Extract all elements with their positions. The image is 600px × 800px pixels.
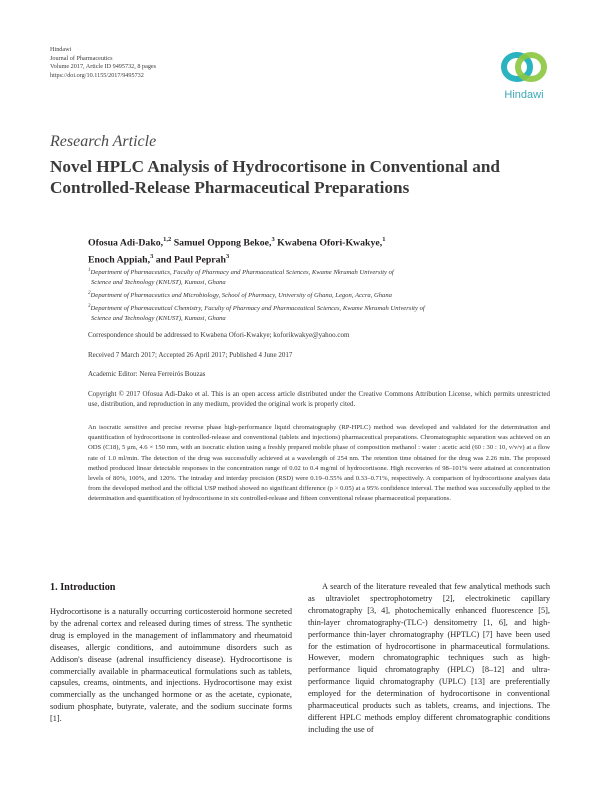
author-affiliation-mark: 3: [271, 236, 275, 243]
author-name: Ofosua Adi-Dako,: [88, 237, 164, 249]
doi-link[interactable]: https://doi.org/10.1155/2017/9495732: [50, 71, 144, 79]
author-affiliation-mark: 1,2: [163, 236, 172, 243]
publication-dates: Received 7 March 2017; Accepted 26 April 2017; Published 4 June 2017: [88, 351, 293, 359]
abstract: An isocratic sensitive and precise reverse phase high-performance liquid chromatography (RP-HPLC) method was developed and validated for the determination and quantification of hydrocortisone in controlled-release and conventional (tablets and injections) pharmaceutical preparations. Chromatographic separation was achieved on an ODS (C18), 5 μm, 4.6 × 150 mm, with an isocratic elution using a freshly prepared mobile phase of composition methanol : water : acetic acid (60 : 30 : 10, v/v/v) at a flow rate of 1.0 ml/min. The detection of the drug was successfully achieved at a wavelength of 254 nm. The retention time obtained for the drug was 2.26 min. The proposed method produced linear detectable responses in the concentration range of 0.02 to 0.4 mg/ml of hydrocortisone. High recoveries of 98–101% were attained at concentration levels of 80%, 100%, and 120%. The intraday and interday precision (RSD) were 0.19–0.55% and 0.33–0.71%, respectively. A comparison of hydrocortisone analyses data from the developed method and the official USP method showed no significant difference (p > 0.05) at a 95% confidence interval. The method was successfully applied to the determination and quantification of hydrocortisone in six controlled-release and fifteen conventional release pharmaceutical preparations.: [88, 424, 550, 503]
affiliation-list: [88, 266, 548, 325]
author-list: [88, 233, 508, 268]
affiliation-text: Department of Pharmaceutics and Microbiology, School of Pharmacy, University of Ghana, Legon, Accra, Ghana: [90, 292, 392, 300]
left-column: [50, 582, 292, 725]
hindawi-logo: [494, 47, 554, 105]
affiliation-text: Department of Pharmaceutics, Faculty of Pharmacy and Pharmaceutical Sciences, Kwame Nkrumah University of: [90, 269, 394, 277]
author-affiliation-mark: 3: [226, 253, 230, 261]
author-name: Kwabena Ofori-Kwakye,: [277, 237, 383, 249]
right-column: [308, 581, 550, 736]
copyright-notice: Copyright © 2017 Ofosua Adi-Dako et al. This is an open access article distributed under the Creative Commons Attribution License, which permits unrestricted use, distribution, and reproduction in any medium, provided the original work is properly cited.: [88, 390, 550, 408]
affiliation: [88, 266, 548, 287]
author-name: and Paul Peprah: [155, 254, 227, 266]
affiliation-mark: 1: [88, 268, 91, 273]
affiliation-text: Department of Pharmaceutical Chemistry, Faculty of Pharmacy and Pharmaceutical Sciences, Kwame Nkrumah University of: [90, 305, 425, 313]
journal-name: Journal of Pharmaceutics: [50, 54, 113, 62]
body-paragraph: A search of the literature revealed that few analytical methods such as ultraviolet spectrophotometry [2], electrokinetic capillary chromatography [3, 4], photochemically enhanced fluorescence [5], thin-layer chromatography-(TLC-) densitometry [1, 6], and high-performance thin-layer chromatography (HPTLC) [7] have been used for the estimation of hydrocortisone in pharmaceutical formulations. However, modern chromatographic techniques such as high-performance liquid chromatography (HPLC) [8–12] and ultra-performance liquid chromatography (UPLC) [13] are preferentially employed for the determination of hydrocortisone in conventional pharmaceutical products such as tablets, creams, and injections. The different HPLC methods employ different chromatographic conditions including the use of: [308, 582, 550, 734]
affiliation: [88, 289, 548, 301]
author-name: Enoch Appiah,: [88, 254, 151, 266]
affiliation-mark: 3: [88, 304, 91, 310]
author-affiliation-mark: 1: [382, 236, 386, 243]
journal-meta: [50, 46, 156, 80]
author-name: Samuel Oppong Bekoe,: [173, 237, 272, 249]
academic-editor: Academic Editor: Nerea Ferreirós Bouzas: [88, 370, 206, 378]
hindawi-rings-icon: [500, 47, 548, 87]
body-paragraph: Hydrocortisone is a naturally occurring corticosteroid hormone secreted by the adrenal cortex and released during times of stress. The synthetic drug is employed in the management of inflammatory and rheumatoid diseases, allergic conditions, and autoimmune disorders such as Addison's disease (adrenal insufficiency disease). Hydrocortisone is commercially available in pharmaceutical formulations such as tablets, capsules, creams, ointments, and injections. Hydrocortisone may exist commercially as the unchanged hormone or as the acetate, cypionate, sodium phosphate, butyrate, valerate, and the sodium succinate forms [1].: [50, 607, 292, 724]
author-affiliation-mark: 3: [150, 253, 154, 261]
hindawi-logo-text: Hindawi: [504, 89, 544, 101]
publisher-name: Hindawi: [50, 46, 72, 53]
affiliation-text-cont: Science and Technology (KNUST), Kumasi, Ghana: [91, 278, 226, 286]
section-heading-introduction: 1. Introduction: [50, 582, 116, 593]
article-type: Research Article: [50, 133, 157, 150]
article-title: Novel HPLC Analysis of Hydrocortisone in Conventional and Controlled-Release Pharmaceutical Preparations: [50, 157, 500, 197]
affiliation: [88, 302, 548, 323]
affiliation-text-cont: Science and Technology (KNUST), Kumasi, Ghana: [91, 315, 226, 323]
volume-line: Volume 2017, Article ID 9495732, 8 pages: [50, 63, 157, 71]
affiliation-mark: 2: [88, 290, 91, 296]
correspondence: Correspondence should be addressed to Kwabena Ofori-Kwakye; koforikwakye@yahoo.com: [88, 331, 350, 339]
